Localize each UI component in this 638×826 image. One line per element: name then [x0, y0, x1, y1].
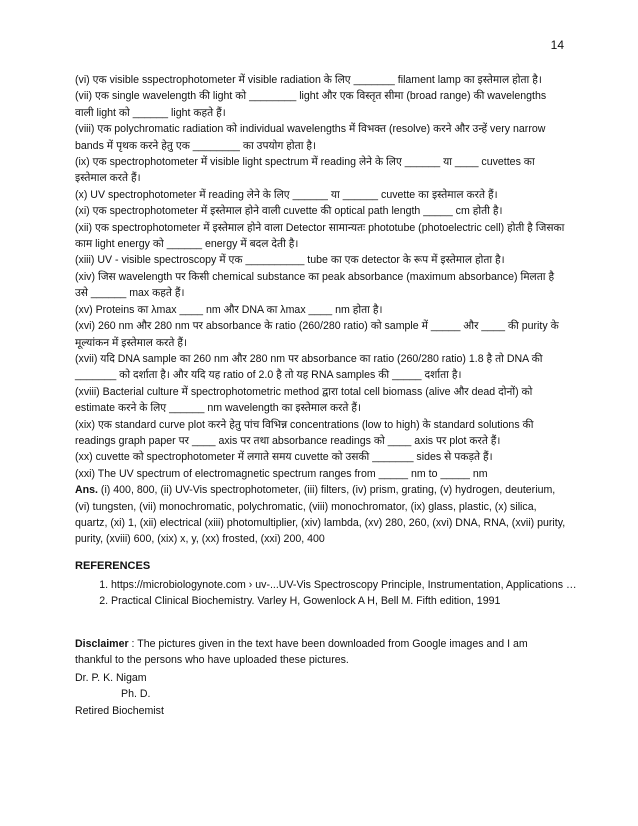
- disclaimer-label: Disclaimer: [75, 638, 129, 650]
- question-item: (xiv) जिस wavelength पर किसी chemical substance का peak absorbance (maximum absorbance) मिलता है उसे ______ max कहते हैं।: [75, 270, 555, 300]
- question-item: (xviii) Bacterial culture में spectrophotometric method द्वारा total cell biomass (alive और dead दोनों) को estimate करने के लिए ______ nm wavelength का इस्तेमाल करते हैं।: [75, 385, 533, 415]
- question-item: (xi) एक spectrophotometer में इस्तेमाल होने वाली cuvette की optical path length _____ cm होती है।: [75, 205, 503, 218]
- question-item: (x) UV spectrophotometer में reading लेने के लिए ______ या ______ cuvette का इस्तेमाल करते हैं।: [75, 188, 498, 201]
- answer-text: (i) 400, 800, (ii) UV-Vis spectrophotometer, (iii) filters, (iv) prism, grating, (v) hydrogen, deuterium, (vi) tungsten, (vii) monochromatic, polychromatic, (viii) monochromator, (ix) glass, plastic, (x) silica, quartz, (xi) 1, (xii) electrical (xiii) photomultiplier, (xiv) lambda, (xv) 280, 260, (xvi) DNA, RNA, (xvii) purity, purity, (xviii) 600, (xix) x, y, (xx) frosted, (xxi) 200, 400: [75, 484, 566, 546]
- question-item: (xx) cuvette को spectrophotometer में लगाते समय cuvette को उसकी _______ sides से पकड़ते हैं।: [75, 451, 493, 464]
- question-item: (vi) एक visible sspectrophotometer में visible radiation के लिए _______ filament lamp का इस्तेमाल होता है।: [75, 74, 542, 86]
- author-name: Dr. P. K. Nigam: [75, 672, 147, 684]
- question-item: (vii) एक single wavelength की light को ________ light और एक विस्तृत सीमा (broad range) की wavelengths वाली light को ______ light कहते हैं।: [75, 90, 547, 119]
- references-list: [91, 577, 581, 610]
- references-heading: REFERENCES: [75, 560, 151, 572]
- reference-item: 2. Practical Clinical Biochemistry. Varley H, Gowenlock A H, Bell M. Fifth edition, 1991: [111, 593, 581, 609]
- question-item: (ix) एक spectrophotometer में visible light spectrum में reading लेने के लिए ______ या ____ cuvettes का इस्तेमाल करते हैं।: [75, 156, 535, 185]
- author-title: Retired Biochemist: [75, 704, 164, 717]
- signature-block: [75, 670, 164, 719]
- question-item: (xvii) यदि DNA sample का 260 nm और 280 nm पर absorbance का ratio (260/280 ratio) 1.8 है तो DNA की _______ को दर्शाता है। और यदि यह ratio of 2.0 है तो यह RNA samples की _____ दर्शाता है।: [75, 352, 543, 382]
- page-number: 14: [550, 38, 564, 52]
- question-item: (xvi) 260 nm और 280 nm पर absorbance के ratio (260/280 ratio) को sample में _____ और ____ की purity के मूल्यांकन में इस्तेमाल करते हैं।: [75, 320, 559, 349]
- question-item: (xii) एक spectrophotometer में इस्तेमाल होने वाला Detector सामान्यतः phototube (photoelectric cell) होती है जिसका काम light energy को ______ energy में बदल देती है।: [75, 221, 565, 251]
- question-item: (viii) एक polychromatic radiation को individual wavelengths में विभक्त (resolve) करने और उन्हें very narrow bands में पृथक करने हेतु एक ________ का उपयोग होता है।: [75, 123, 546, 152]
- reference-item: 1. https://microbiologynote.com › uv-...UV-Vis Spectroscopy Principle, Instrumentation, Applications …: [111, 577, 581, 593]
- question-item: (xv) Proteins का λmax ____ nm और DNA का λmax ____ nm होता है।: [75, 303, 383, 316]
- question-item: (xiii) UV - visible spectroscopy में एक __________ tube का एक detector के रूप में इस्तेमाल होता है।: [75, 254, 505, 267]
- question-item: (xix) एक standard curve plot करने हेतु पांच विभिन्न concentrations (low to high) के standard solutions की readings graph paper पर ____ axis पर तथा absorbance readings को ____ axis पर plot करते हैं।: [75, 418, 534, 447]
- disclaimer: [75, 636, 567, 669]
- question-item: (xxi) The UV spectrum of electromagnetic spectrum ranges from _____ nm to _____ nm: [75, 467, 488, 480]
- answer-key: [75, 482, 567, 548]
- author-degree: Ph. D.: [121, 688, 151, 701]
- answer-label: Ans.: [75, 484, 98, 497]
- question-list: [75, 72, 567, 548]
- disclaimer-text: : The pictures given in the text have been downloaded from Google images and I am thankful to the persons who have uploaded these pictures.: [75, 638, 528, 667]
